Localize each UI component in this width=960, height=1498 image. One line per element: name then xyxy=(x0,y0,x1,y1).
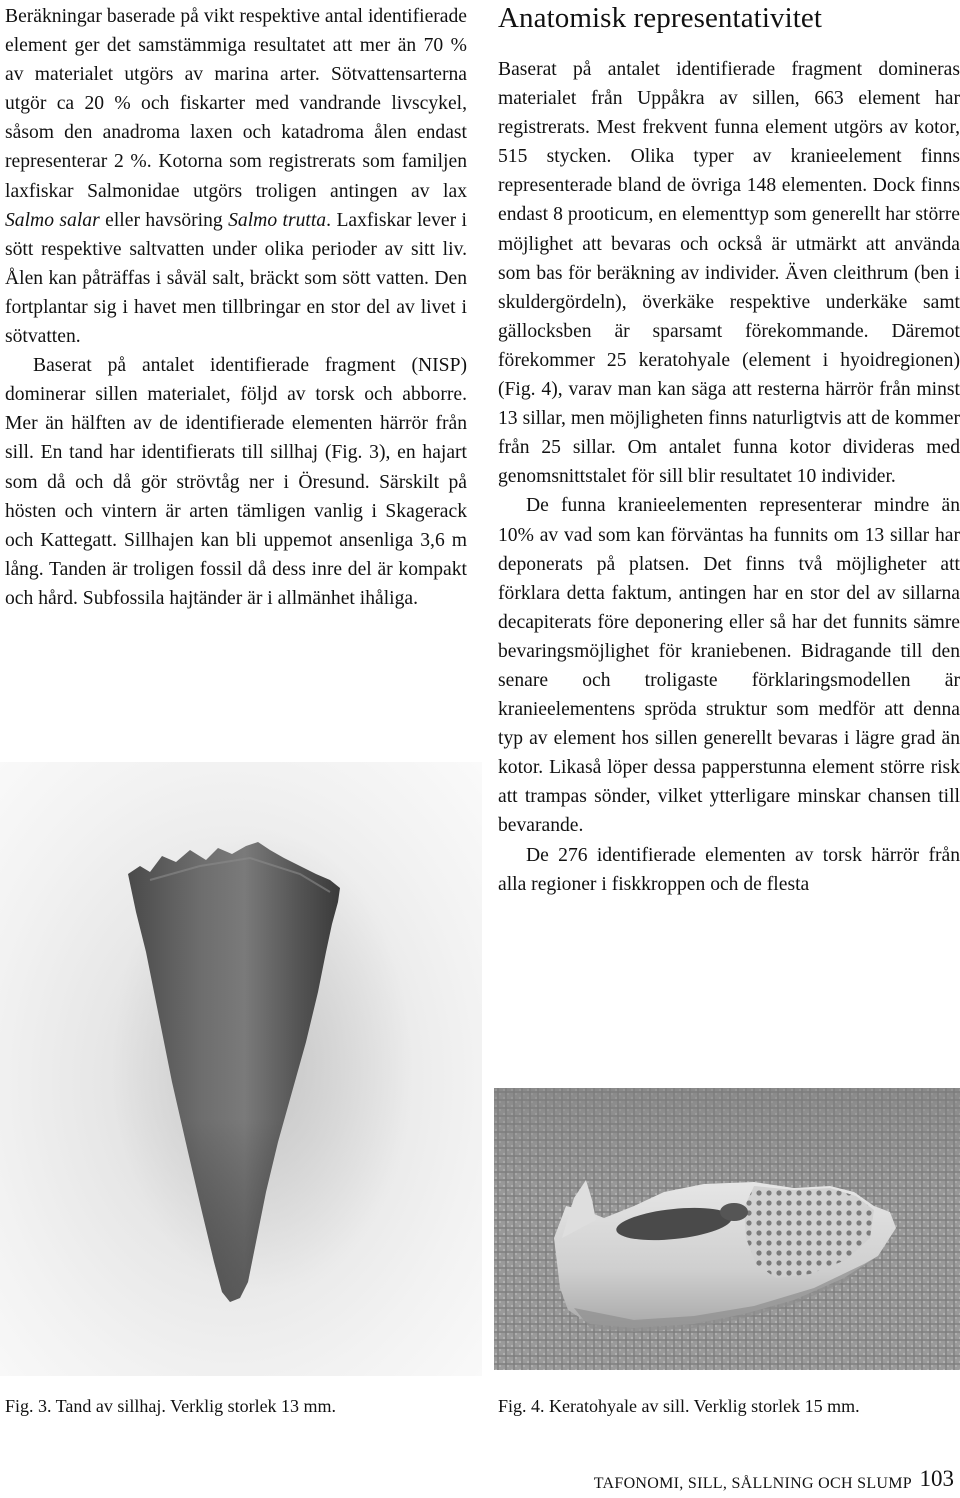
section-heading: Anatomisk representativitet xyxy=(498,2,823,34)
right-paragraph-3: De 276 identifierade elementen av torsk härrör från alla regioner i fiskkroppen och de flesta xyxy=(498,844,960,895)
figure-4-keratohyale-photo xyxy=(494,1088,960,1370)
species-name: Salmo salar xyxy=(5,209,100,231)
figure-3-caption: Fig. 3. Tand av sillhaj. Verklig storlek 13 mm. xyxy=(5,1396,337,1416)
left-column xyxy=(5,2,467,613)
keratohyale-image xyxy=(494,1088,960,1370)
right-column xyxy=(498,0,960,899)
running-head: TAFONOMI, SILL, SÅLLNING OCH SLUMP xyxy=(593,1475,912,1492)
figure-4-caption: Fig. 4. Keratohyale av sill. Verklig storlek 15 mm. xyxy=(498,1396,860,1416)
right-paragraph-1: Baserat på antalet identifierade fragment domineras materialet från Uppåkra av sillen, 663 element har registrerats. Mest frekvent funna element utgörs av kotor, 515 stycken. Olika typer av kranieelement finns representerade bland de övriga 148 elementen. Dock finns endast 8 prooticum, en elementtyp som generellt har större möjlighet att bevaras och också är utmärkt att använda som bas för beräkning av individer. Även cleithrum (ben i skuldergördeln), överkäke respektive underkäke samt gällocksben är sparsamt förekommande. Däremot förekommer 25 keratohyale (element i hyoidregionen) (Fig. 4), varav man kan säga att resterna härrör från minst 13 sillar, men möjligheten finns naturligtvis att de kommer från 25 sillar. Om antalet funna kotor divideras med genomsnittstalet för sill blir resultatet 10 individer. xyxy=(498,59,960,488)
page-number: 103 xyxy=(919,1466,954,1491)
figure-3-shark-tooth-photo xyxy=(0,762,482,1376)
right-paragraph-2: De funna kranieelementen representerar mindre än 10% av vad som kan förväntas ha funnits om 13 sillar har deponerats på platsen. Det finns två möjligheter att förklara detta faktum, antingen har en stor del av sillarna decapiterats före deponering eller så har det funnits sämre bevaringsmöjlighet för kraniebenen. Bidragande till den senare och troligaste förklaringsmodellen är kranieelementens spröda struktur som medför att denna typ av element hos sillen generellt bevaras i lägre grad än kotor. Likaså löper dessa papperstunna element större risk att trampas sönder, vilket ytterligare minskar chansen till bevarande. xyxy=(498,495,960,837)
shark-tooth-image xyxy=(0,762,482,1376)
left-paragraph-1: Beräkningar baserade på vikt respektive antal identifierade element ger det samstämmiga resultatet att mer än 70 % av materialet utgörs av marina arter. Sötvattensarterna utgör ca 20 % och fiskarter med vandrande livscykel, såsom den anadroma laxen och katadroma ålen endast representerar 2 %. Kotorna som registrerats som familjen laxfiskar Salmonidae utgörs troligen antingen av lax Salmo salar eller havsöring Salmo trutta. Laxfiskar lever i sött respektive saltvatten under olika perioder av sitt liv. Ålen kan påträffas i såväl salt, bräckt som sött vatten. Den fortplantar sig i havet men tillbringar en stor del av livet i sötvatten. xyxy=(5,6,468,348)
species-name: Salmo trutta xyxy=(228,209,327,231)
left-paragraph-2: Baserat på antalet identifierade fragment (NISP) dominerar sillen materialet, följd av torsk och abborre. Mer än hälften av de identifierade elementen härrör från sill. En tand har identifierats till sillhaj (Fig. 3), en hajart som då och då gör strövtåg ner i Öresund. Särskilt på hösten och vintern är arten tämligen vanlig i Skagerack och Kattegatt. Sillhajen kan bli uppemot ansenliga 3,6 m lång. Tanden är troligen fossil då dess inre del är kompakt och hård. Subfossila hajtänder är i allmänhet ihåliga. xyxy=(5,355,467,609)
